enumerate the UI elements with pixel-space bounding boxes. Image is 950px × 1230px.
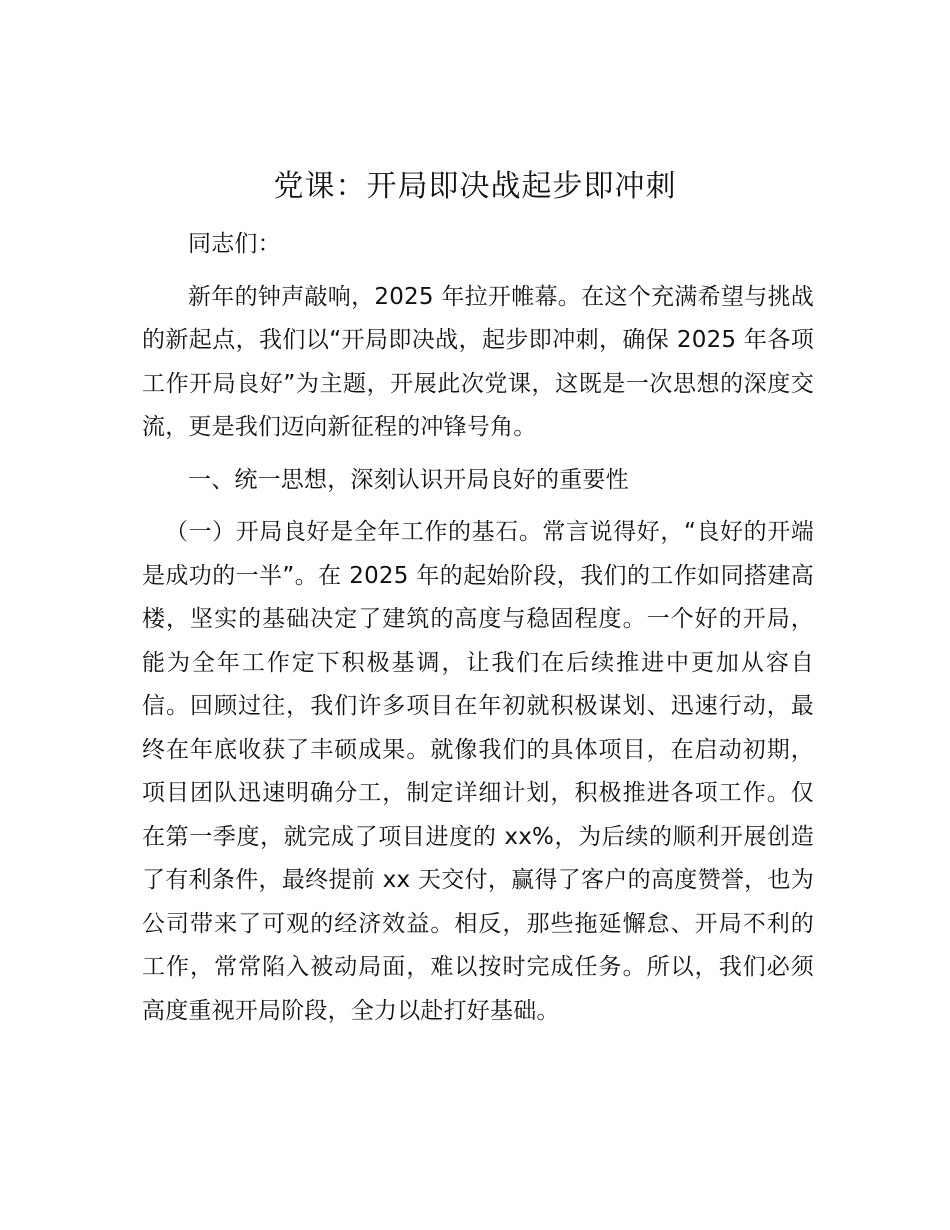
document-body (142, 223, 814, 1042)
body-paragraph: （一）开局良好是全年工作的基石。常言说得好，“良好的开端是成功的一半”。在 2025 年的起始阶段，我们的工作如同搭建高楼，坚实的基础决定了建筑的高度与稳固程度。一个好的开局，能为全年工作定下积极基调，让我们在后续推进中更加从容自信。回顾过往，我们许多项目在年初就积极谋划、迅速行动，最终在年底收获了丰硕成果。就像我们的具体项目，在启动初期，项目团队迅速明确分工，制定详细计划，积极推进各项工作。仅在第一季度，就完成了项目进度的 xx%，为后续的顺利开展创造了有利条件，最终提前 xx 天交付，赢得了客户的高度赞誉，也为公司带来了可观的经济效益。相反，那些拖延懈怠、开局不利的工作，常常陷入被动局面，难以按时完成任务。所以，我们必须高度重视开局阶段，全力以赴打好基础。 (142, 519, 814, 1024)
salutation-paragraph: 同志们： (188, 231, 281, 257)
section-heading: 一、统一思想，深刻认识开局良好的重要性 (188, 466, 629, 493)
document-title: 党课：开局即决战起步即冲刺 (273, 169, 677, 204)
intro-paragraph: 新年的钟声敲响，2025 年拉开帷幕。在这个充满希望与挑战的新起点，我们以“开局即决战，起步即冲刺，确保 2025 年各项工作开局良好”为主题，开展此次党课，这既是一次思想的深度交流，更是我们迈向新征程的冲锋号角。 (142, 283, 814, 440)
